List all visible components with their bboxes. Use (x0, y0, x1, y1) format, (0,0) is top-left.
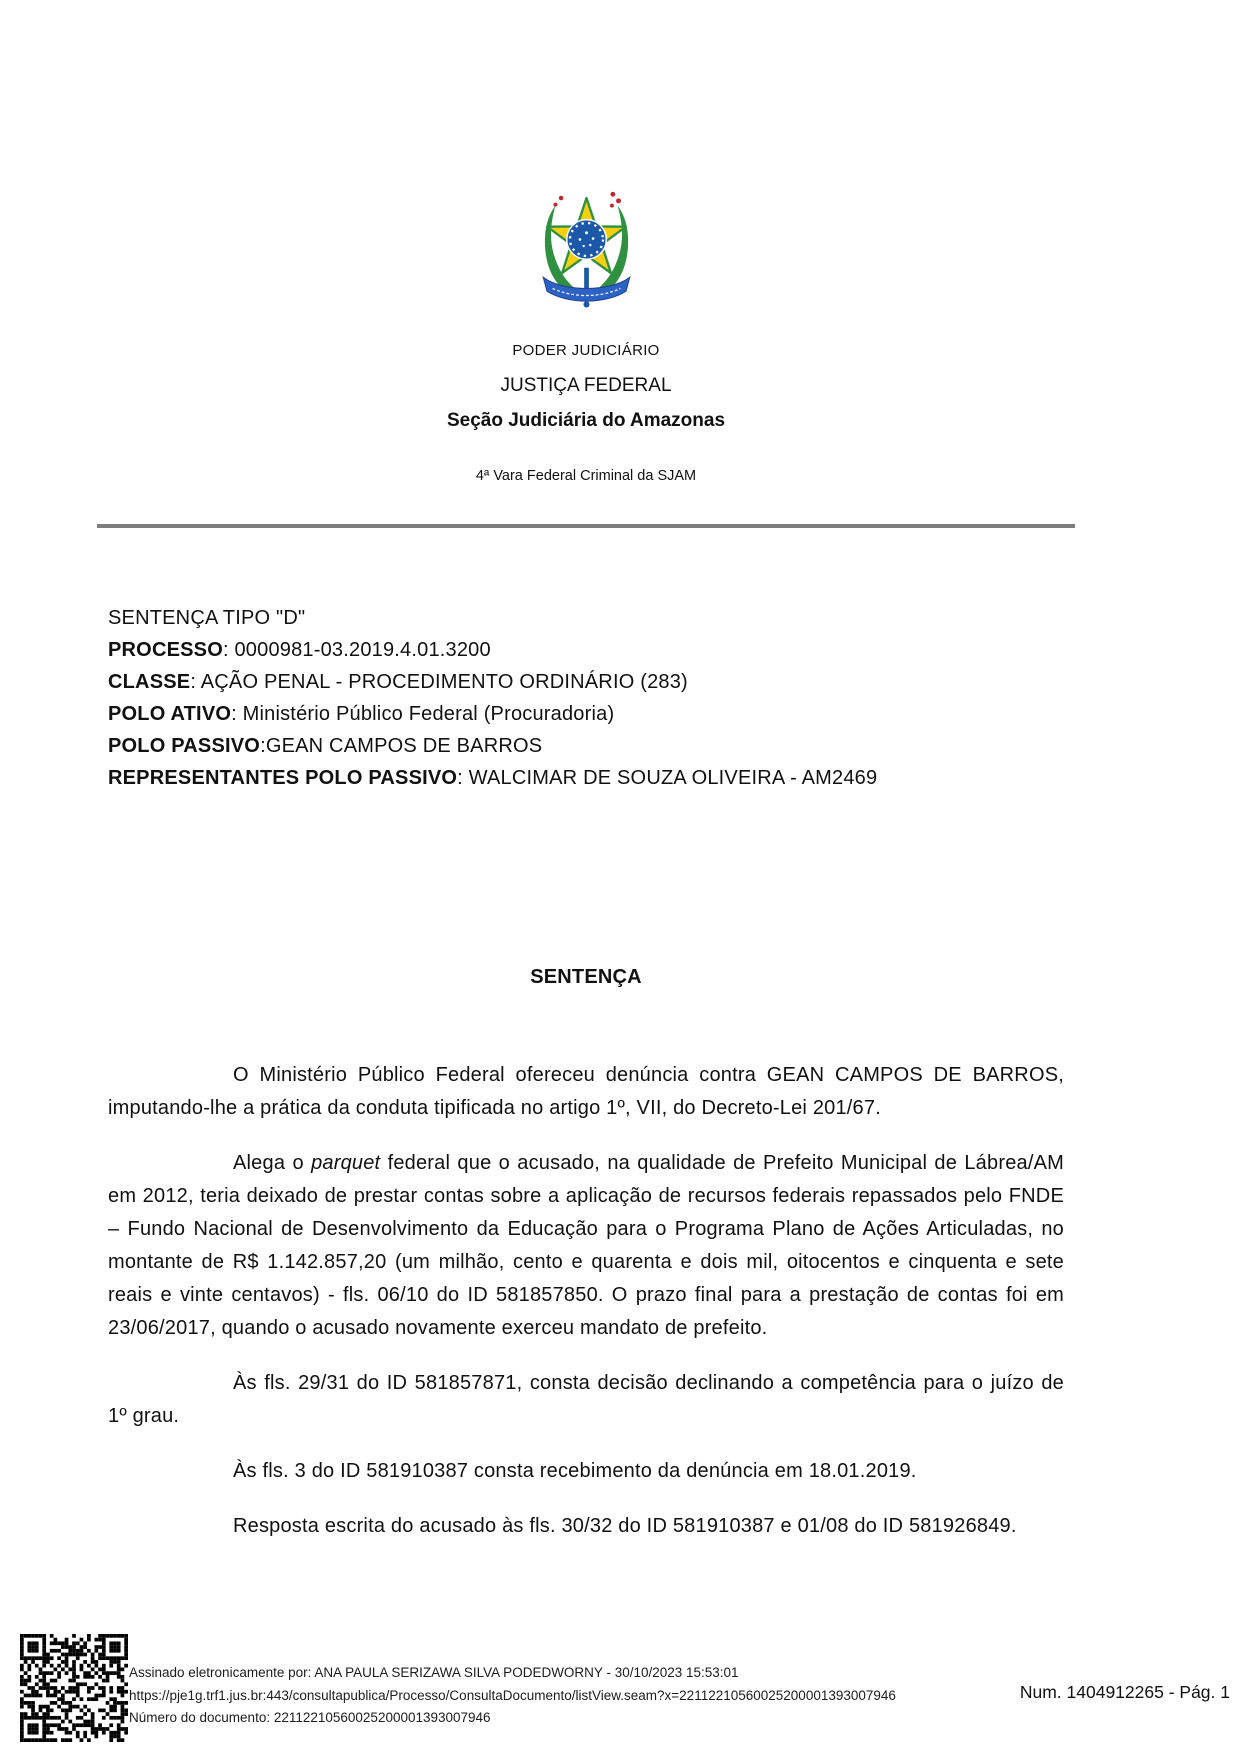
case-field-processo: PROCESSO: 0000981-03.2019.4.01.3200 (108, 639, 491, 661)
document-number-line: Número do documento: 22112210560025200001393007946 (129, 1710, 491, 1725)
paragraph-recebimento: Às fls. 3 do ID 581910387 consta recebimento da denúncia em 18.01.2019. (233, 1460, 917, 1482)
paragraph-denuncia: O Ministério Público Federal ofereceu denúncia contra GEAN CAMPOS DE BARROS, imputando-lhe a prática da conduta tipificada no artigo 1º, VII, do Decreto-Lei 201/67. (108, 1064, 1064, 1119)
header-poder-judiciario: PODER JUDICIÁRIO (512, 342, 660, 359)
paragraph-alegacao: Alega o parquet federal que o acusado, na qualidade de Prefeito Municipal de Lábrea/AM em 2012, teria deixado de prestar contas sobre a aplicação de recursos federais repassados pelo FNDE – Fundo Nacional de Desenvolvimento da Educação para o Programa Plano de Ações Articuladas, no montante de R$ 1.142.857,20 (um milhão, cento e quarenta e dois mil, oitocentos e cinquenta e sete reais e vinte centavos) - fls. 06/10 do ID 581857850. O prazo final para a prestação de contas foi em 23/06/2017, quando o acusado novamente exerceu mandato de prefeito. (108, 1152, 1064, 1339)
case-field-classe: CLASSE: AÇÃO PENAL - PROCEDIMENTO ORDINÁRIO (283) (108, 671, 688, 693)
parquet-italic: parquet (311, 1152, 381, 1174)
case-field-polo-ativo: POLO ATIVO: Ministério Público Federal (Procuradoria) (108, 703, 615, 725)
paragraph-resposta: Resposta escrita do acusado às fls. 30/32 do ID 581910387 e 01/08 do ID 581926849. (233, 1515, 1017, 1537)
sentence-type-line: SENTENÇA TIPO "D" (108, 607, 306, 629)
case-field-polo-passivo: POLO PASSIVO:GEAN CAMPOS DE BARROS (108, 735, 543, 757)
header-secao-judiciaria: Seção Judiciária do Amazonas (446, 410, 726, 431)
signed-by-line: Assinado eletronicamente por: ANA PAULA SERIZAWA SILVA PODEDWORNY - 30/10/2023 15:53:01 (129, 1665, 739, 1680)
page-number-ref: Num. 1404912265 - Pág. 1 (1019, 1682, 1230, 1702)
verification-url[interactable]: https://pje1g.trf1.jus.br:443/consultapublica/Processo/ConsultaDocumento/listView.seam?x=22112210560025200001393007946 (129, 1687, 896, 1703)
document-column (108, 0, 1064, 1565)
brazil-coat-of-arms-icon (530, 178, 643, 316)
paragraph-competencia: Às fls. 29/31 do ID 581857871, consta decisão declinando a competência para o juízo de 1º grau. (108, 1372, 1064, 1427)
header-vara-criminal: 4ª Vara Federal Criminal da SJAM (475, 468, 697, 484)
sentence-title: SENTENÇA (530, 966, 642, 988)
qr-code (20, 1634, 128, 1742)
divider-rule (97, 524, 1075, 528)
case-info-block (108, 602, 1064, 794)
signature-footer (129, 1662, 896, 1730)
case-field-representantes: REPRESENTANTES POLO PASSIVO: WALCIMAR DE SOUZA OLIVEIRA - AM2469 (108, 767, 878, 789)
header-justica-federal: JUSTIÇA FEDERAL (500, 375, 672, 396)
